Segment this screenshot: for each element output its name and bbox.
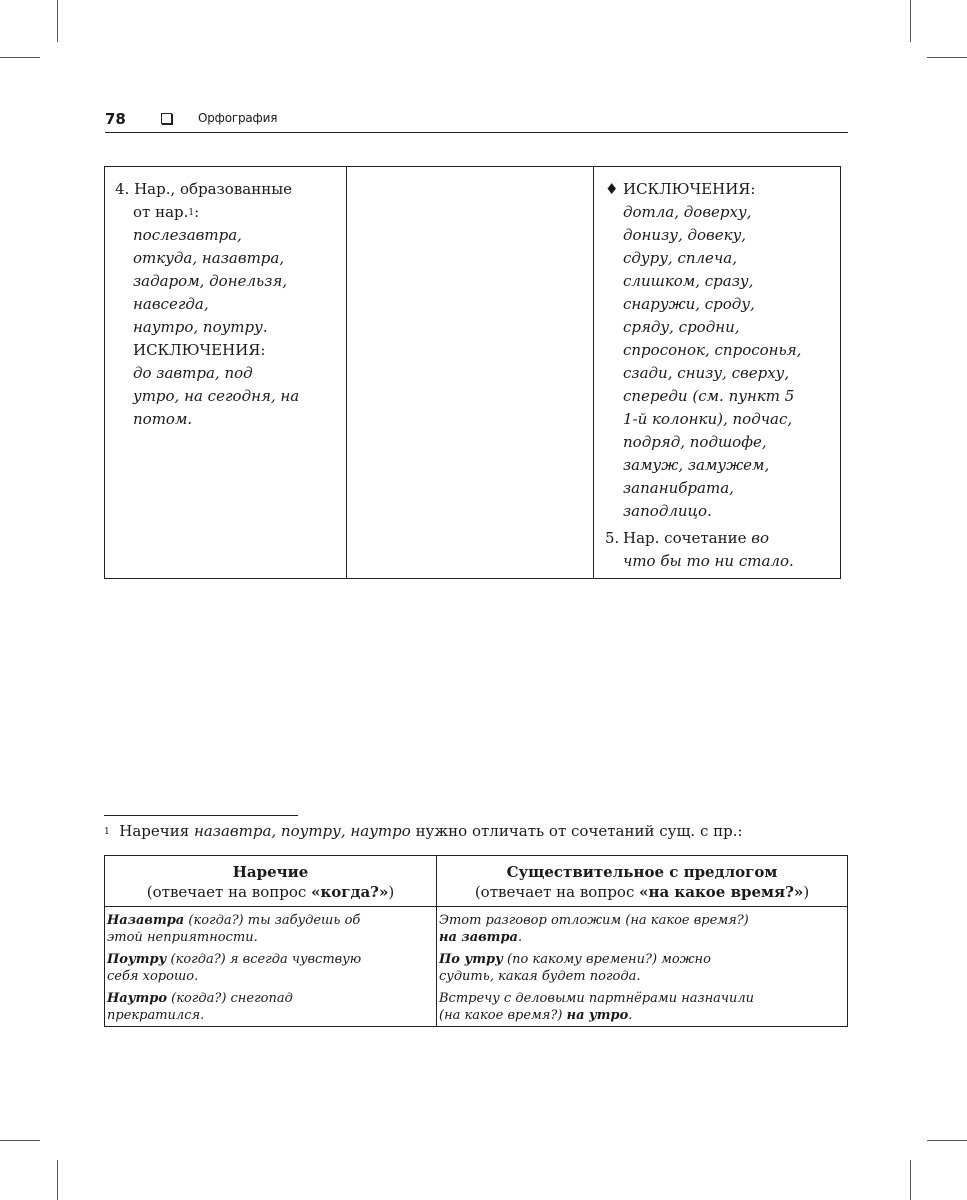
exception-line: подряд, подшофе, <box>623 433 767 451</box>
exception-line: запанибрата, <box>623 479 734 497</box>
key-word: Поутру <box>107 952 167 967</box>
column-header-sub: (отвечает на вопрос <box>146 883 312 901</box>
exception-line: сряду, сродни, <box>623 318 740 336</box>
item-marker: 5. <box>605 529 620 547</box>
column-header-question: «когда?» <box>311 883 389 901</box>
footnote <box>104 821 864 841</box>
key-word: Наутро <box>107 991 167 1006</box>
table-row <box>105 988 848 1027</box>
rule-item-5 <box>605 527 801 550</box>
exception-line: потом. <box>133 410 193 428</box>
cell-text: прекратился. <box>107 1008 205 1023</box>
rule-line-colon: : <box>194 203 200 221</box>
cell-text: (на какое время?) <box>439 1008 567 1023</box>
exception-line: спросонок, спросонья, <box>623 341 802 359</box>
exception-line: сзади, снизу, сверху, <box>623 364 790 382</box>
example-line: наутро, поутру. <box>133 318 268 336</box>
cell-text: . <box>517 930 523 945</box>
cell-text: Этот разговор отложим (на какое время?) <box>439 913 749 928</box>
exception-line: до завтра, под <box>133 364 253 382</box>
crop-mark <box>0 57 40 58</box>
crop-mark <box>927 57 967 58</box>
column-header-sub: (отвечает на вопрос <box>474 883 640 901</box>
table-cell <box>437 988 848 1027</box>
footnote-text: нужно отличать от сочетаний сущ. с пр.: <box>415 822 743 840</box>
rules-column-1 <box>115 178 299 431</box>
exceptions-label: ИСКЛЮЧЕНИЯ: <box>623 180 756 198</box>
rules-column-3 <box>605 178 801 573</box>
column-header-sub: ) <box>803 883 810 901</box>
footnote-ref: 1 <box>188 208 195 218</box>
crop-mark <box>0 1140 40 1141</box>
comparison-table <box>104 855 848 1027</box>
exceptions-label: ИСКЛЮЧЕНИЯ: <box>133 341 266 359</box>
crop-mark <box>910 1160 911 1200</box>
cell-text: себя хорошо. <box>107 969 199 984</box>
square-bullet-icon <box>161 113 172 124</box>
column-header <box>105 856 437 907</box>
exception-line: заподлицо. <box>623 502 712 520</box>
column-header <box>437 856 848 907</box>
key-word: на утро <box>566 1008 629 1023</box>
crop-mark <box>927 1140 967 1141</box>
cell-text: (когда?) ты забудешь об <box>184 913 361 928</box>
rule-text: Нар. сочетание <box>623 529 747 547</box>
page-number: 78 <box>105 110 126 128</box>
column-divider <box>593 167 594 578</box>
table-row <box>105 949 848 988</box>
crop-mark <box>910 0 911 42</box>
cell-text: судить, какая будет погода. <box>439 969 641 984</box>
footnote-marker: 1 <box>104 827 110 837</box>
example-line: послезавтра, <box>133 226 242 244</box>
example-line: задаром, донельзя, <box>133 272 288 290</box>
table-cell <box>105 907 437 950</box>
rule-line <box>115 201 299 224</box>
column-header-title: Наречие <box>232 863 309 881</box>
example-line: что бы то ни стало. <box>623 552 794 570</box>
table-cell <box>437 907 848 950</box>
cell-text: этой неприятности. <box>107 930 258 945</box>
example-line: навсегда, <box>133 295 209 313</box>
exception-line: сдуру, сплеча, <box>623 249 737 267</box>
key-word: По утру <box>439 952 503 967</box>
exception-line: донизу, довеку, <box>623 226 747 244</box>
exception-line: снаружи, сроду, <box>623 295 755 313</box>
crop-mark <box>57 1160 58 1200</box>
example-line: откуда, назавтра, <box>133 249 285 267</box>
rules-table <box>104 166 841 579</box>
exception-line: спереди (см. пункт 5 <box>623 387 795 405</box>
section-title: Орфография <box>198 111 278 125</box>
cell-text: (когда?) я всегда чувствую <box>166 952 362 967</box>
column-header-sub: ) <box>388 883 395 901</box>
footnote-rule <box>104 815 298 816</box>
table-row <box>105 907 848 950</box>
cell-text: Встречу с деловыми партнёрами назначили <box>439 991 755 1006</box>
example-text: во <box>751 529 770 547</box>
column-divider <box>346 167 347 578</box>
table-cell <box>437 949 848 988</box>
rule-line-text: от нар. <box>133 203 189 221</box>
cell-text: (когда?) снегопад <box>167 991 293 1006</box>
column-header-question: «на какое время?» <box>639 883 804 901</box>
table-header-row <box>105 856 848 907</box>
running-head <box>105 108 848 133</box>
footnote-text: Наречия <box>119 822 190 840</box>
exception-line: 1-й колонки), подчас, <box>623 410 793 428</box>
exception-line: слишком, сразу, <box>623 272 754 290</box>
crop-mark <box>57 0 58 42</box>
diamond-bullet-icon: ♦ <box>605 180 619 198</box>
exceptions-heading <box>605 178 801 201</box>
column-header-title: Существительное с предлогом <box>506 863 778 881</box>
cell-text: . <box>628 1008 633 1023</box>
rule-heading: 4. Нар., образованные <box>115 180 293 198</box>
cell-text: (по какому времени?) можно <box>502 952 711 967</box>
table-cell <box>105 949 437 988</box>
exception-line: утро, на сегодня, на <box>133 387 300 405</box>
footnote-italic-words: назавтра, поутру, наутро <box>193 822 411 840</box>
exception-line: замуж, замужем, <box>623 456 770 474</box>
table-cell <box>105 988 437 1027</box>
key-word: на завтра <box>439 930 518 945</box>
key-word: Назавтра <box>107 913 185 928</box>
exception-line: дотла, доверху, <box>623 203 752 221</box>
